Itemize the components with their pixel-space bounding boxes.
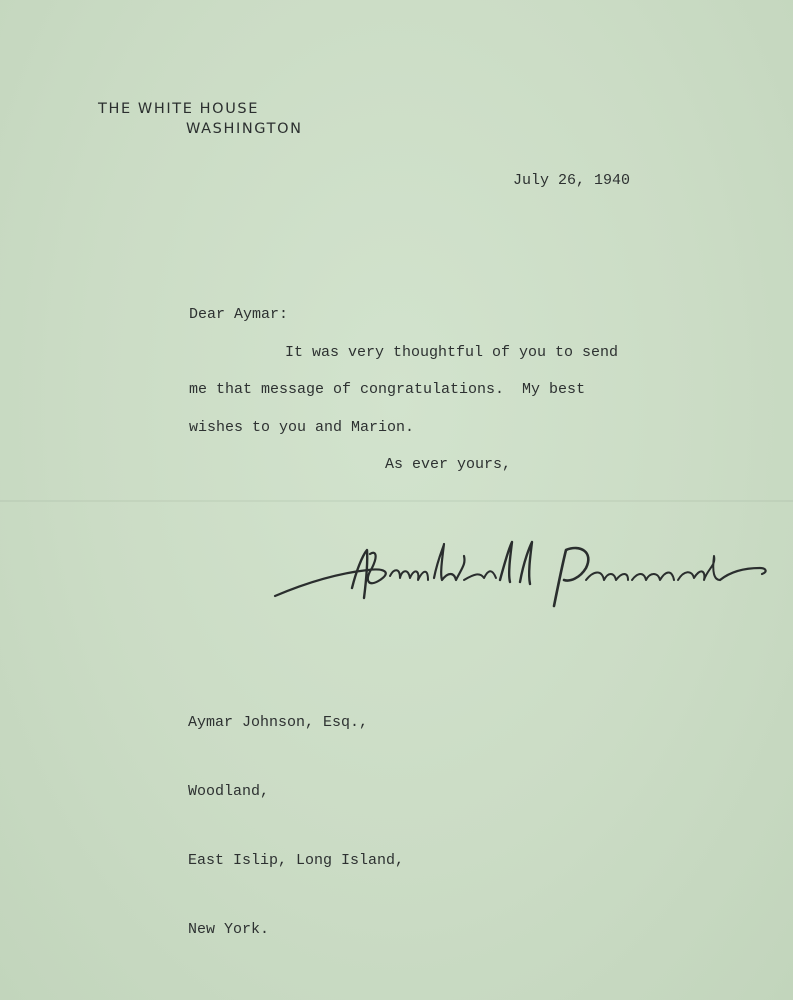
letterhead (98, 99, 303, 139)
address-line-3: East Islip, Long Island, (188, 852, 405, 869)
body-line-1: It was very thoughtful of you to send (285, 344, 619, 361)
letter-date: July 26, 1940 (513, 172, 631, 189)
paper-fold (0, 500, 793, 502)
address-line-1: Aymar Johnson, Esq., (188, 714, 369, 731)
signature (268, 528, 773, 618)
recipient-address (188, 665, 404, 987)
address-line-2: Woodland, (188, 783, 270, 800)
closing: As ever yours, (385, 456, 512, 473)
body-line-3: wishes to you and Marion. (189, 419, 415, 436)
letterhead-line1: THE WHITE HOUSE (98, 101, 259, 117)
body-line-2: me that message of congratulations. My best (189, 381, 586, 398)
salutation: Dear Aymar: (189, 306, 289, 323)
letterhead-line2: WASHINGTON (186, 121, 303, 137)
address-line-4: New York. (188, 921, 270, 938)
